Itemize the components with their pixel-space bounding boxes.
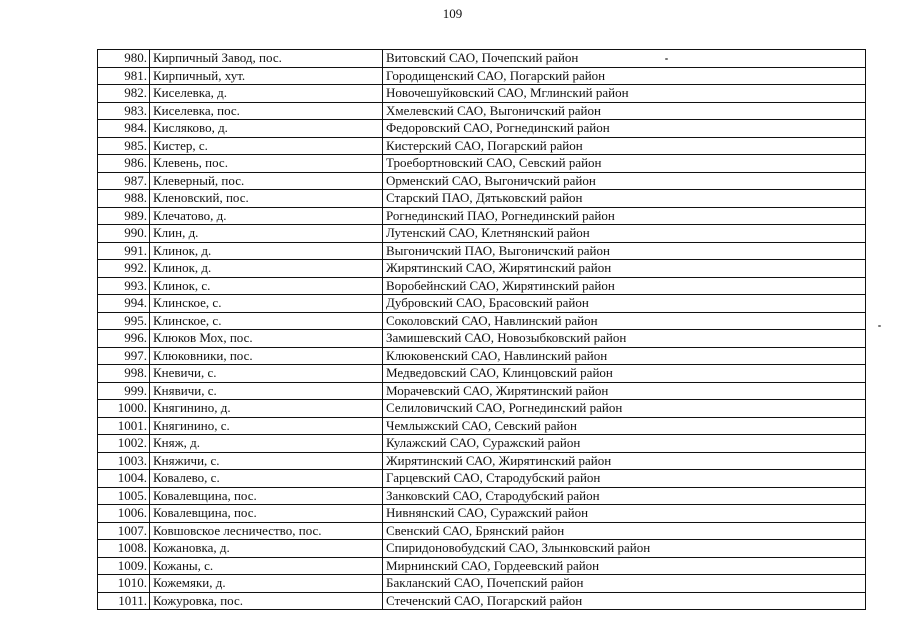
table-row [98,505,866,523]
settlement-name-cell: Ковалево, с. [150,470,383,488]
table-row [98,207,866,225]
table-row [98,120,866,138]
table-row [98,400,866,418]
settlement-name-cell: Кленовский, пос. [150,190,383,208]
scan-speck [878,325,881,327]
row-number-cell: 995. [98,312,150,330]
district-cell: Орменский САО, Выгоничский район [383,172,866,190]
settlement-name-cell: Княжичи, с. [150,452,383,470]
row-number-cell: 1000. [98,400,150,418]
district-cell: Нивнянский САО, Суражский район [383,505,866,523]
settlement-name-cell: Клюков Мох, пос. [150,330,383,348]
settlement-name-cell: Клинское, с. [150,312,383,330]
settlement-name-cell: Клинок, с. [150,277,383,295]
row-number-cell: 999. [98,382,150,400]
row-number-cell: 1008. [98,540,150,558]
table-row [98,260,866,278]
district-cell: Морачевский САО, Жирятинский район [383,382,866,400]
district-cell: Жирятинский САО, Жирятинский район [383,260,866,278]
settlement-name-cell: Кожуровка, пос. [150,592,383,610]
table-row [98,557,866,575]
district-cell: Жирятинский САО, Жирятинский район [383,452,866,470]
district-cell: Хмелевский САО, Выгоничский район [383,102,866,120]
table-row [98,172,866,190]
settlement-name-cell: Кожановка, д. [150,540,383,558]
settlement-name-cell: Княгинино, с. [150,417,383,435]
table-row [98,242,866,260]
page-number: 109 [442,6,463,21]
table-row [98,417,866,435]
row-number-cell: 983. [98,102,150,120]
district-cell: Чемлыжский САО, Севский район [383,417,866,435]
settlement-name-cell: Княж, д. [150,435,383,453]
table-row [98,225,866,243]
row-number-cell: 987. [98,172,150,190]
district-cell: Кулажский САО, Суражский район [383,435,866,453]
row-number-cell: 1006. [98,505,150,523]
district-cell: Старский ПАО, Дятьковский район [383,190,866,208]
district-cell: Рогнединский ПАО, Рогнединский район [383,207,866,225]
district-cell: Дубровский САО, Брасовский район [383,295,866,313]
settlement-name-cell: Клеверный, пос. [150,172,383,190]
settlement-name-cell: Ковалевщина, пос. [150,505,383,523]
district-cell: Воробейнский САО, Жирятинский район [383,277,866,295]
row-number-cell: 1001. [98,417,150,435]
table-row [98,382,866,400]
settlement-name-cell: Кирпичный, хут. [150,67,383,85]
settlement-name-cell: Кневичи, с. [150,365,383,383]
district-cell: Замишевский САО, Новозыбковский район [383,330,866,348]
district-cell: Стеченский САО, Погарский район [383,592,866,610]
row-number-cell: 988. [98,190,150,208]
table-row [98,330,866,348]
settlement-name-cell: Кирпичный Завод, пос. [150,50,383,68]
district-cell: Новочешуйковский САО, Мглинский район [383,85,866,103]
table-row [98,102,866,120]
table-row [98,190,866,208]
settlement-name-cell: Ковшовское лесничество, пос. [150,522,383,540]
settlement-name-cell: Княгинино, д. [150,400,383,418]
district-cell: Лутенский САО, Клетнянский район [383,225,866,243]
district-cell: Мирнинский САО, Гордеевский район [383,557,866,575]
district-cell: Выгоничский ПАО, Выгоничский район [383,242,866,260]
row-number-cell: 992. [98,260,150,278]
table-row [98,540,866,558]
row-number-cell: 996. [98,330,150,348]
district-cell: Соколовский САО, Навлинский район [383,312,866,330]
row-number-cell: 990. [98,225,150,243]
table-row [98,295,866,313]
district-cell: Кистерский САО, Погарский район [383,137,866,155]
table-row [98,85,866,103]
table-row [98,277,866,295]
table-row [98,522,866,540]
table-row [98,470,866,488]
row-number-cell: 989. [98,207,150,225]
row-number-cell: 1009. [98,557,150,575]
table-row [98,50,866,68]
table-row [98,487,866,505]
table-row [98,155,866,173]
settlement-name-cell: Клинок, д. [150,242,383,260]
district-cell: Клюковенский САО, Навлинский район [383,347,866,365]
row-number-cell: 998. [98,365,150,383]
settlements-table [97,49,866,610]
row-number-cell: 991. [98,242,150,260]
row-number-cell: 997. [98,347,150,365]
district-cell: Медведовский САО, Клинцовский район [383,365,866,383]
settlement-name-cell: Кисляково, д. [150,120,383,138]
district-cell: Витовский САО, Почепский район [383,50,866,68]
table-row [98,347,866,365]
row-number-cell: 982. [98,85,150,103]
row-number-cell: 1004. [98,470,150,488]
settlement-name-cell: Кожаны, с. [150,557,383,575]
settlement-name-cell: Клюковники, пос. [150,347,383,365]
row-number-cell: 1005. [98,487,150,505]
district-cell: Занковский САО, Стародубский район [383,487,866,505]
district-cell: Селиловичский САО, Рогнединский район [383,400,866,418]
settlement-name-cell: Киселевка, д. [150,85,383,103]
settlement-name-cell: Киселевка, пос. [150,102,383,120]
district-cell: Федоровский САО, Рогнединский район [383,120,866,138]
settlement-name-cell: Клечатово, д. [150,207,383,225]
row-number-cell: 984. [98,120,150,138]
table-row [98,575,866,593]
row-number-cell: 981. [98,67,150,85]
district-cell: Спиридоновобудский САО, Злынковский район [383,540,866,558]
table-row [98,365,866,383]
settlement-name-cell: Клевень, пос. [150,155,383,173]
row-number-cell: 1002. [98,435,150,453]
settlement-name-cell: Ковалевщина, пос. [150,487,383,505]
row-number-cell: 993. [98,277,150,295]
settlement-name-cell: Княвичи, с. [150,382,383,400]
table-row [98,137,866,155]
district-cell: Свенский САО, Брянский район [383,522,866,540]
settlement-name-cell: Клинское, с. [150,295,383,313]
district-cell: Городищенский САО, Погарский район [383,67,866,85]
row-number-cell: 986. [98,155,150,173]
table-row [98,67,866,85]
table-row [98,452,866,470]
table-row [98,592,866,610]
row-number-cell: 985. [98,137,150,155]
settlement-name-cell: Кистер, с. [150,137,383,155]
row-number-cell: 1003. [98,452,150,470]
district-cell: Троебортновский САО, Севский район [383,155,866,173]
table-row [98,435,866,453]
row-number-cell: 994. [98,295,150,313]
settlements-table-body [98,50,866,610]
district-cell: Гарцевский САО, Стародубский район [383,470,866,488]
district-cell: Бакланский САО, Почепский район [383,575,866,593]
row-number-cell: 1011. [98,592,150,610]
row-number-cell: 1010. [98,575,150,593]
settlement-name-cell: Кожемяки, д. [150,575,383,593]
table-row [98,312,866,330]
scan-speck [665,58,668,60]
settlement-name-cell: Клинок, д. [150,260,383,278]
row-number-cell: 1007. [98,522,150,540]
settlement-name-cell: Клин, д. [150,225,383,243]
row-number-cell: 980. [98,50,150,68]
